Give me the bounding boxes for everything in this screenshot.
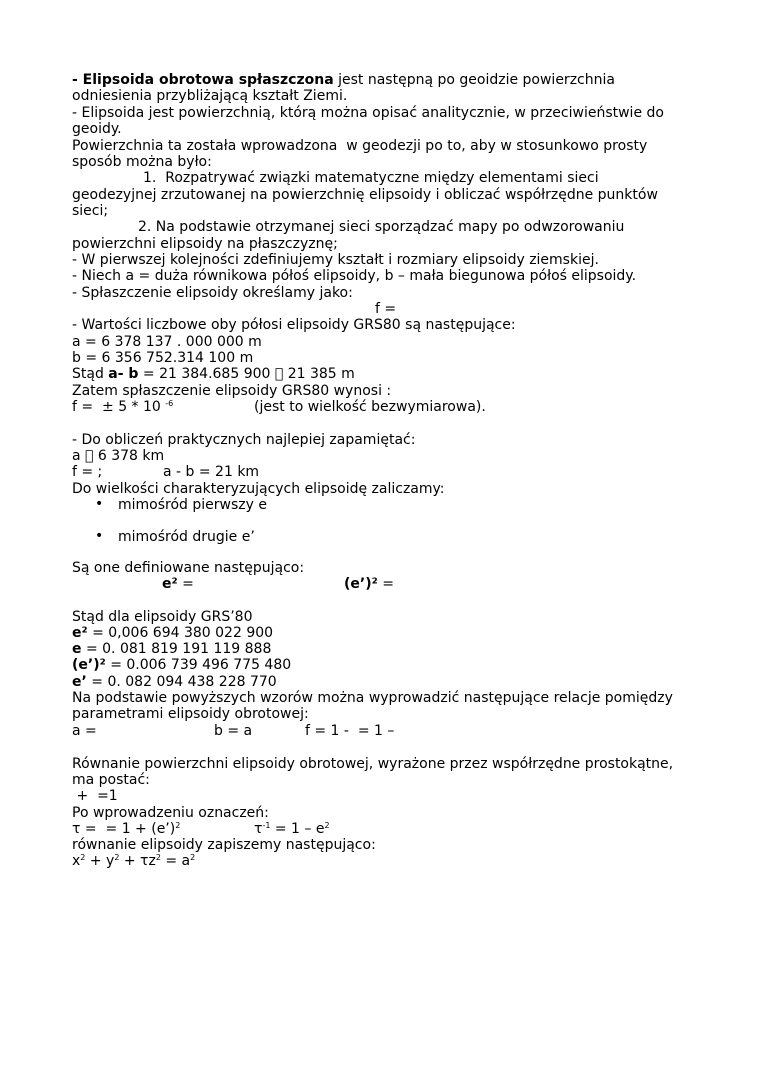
tau-inverse: $\tau^{-1} = 1 - e^2$: [254, 821, 330, 837]
p1-line2: odniesienia przybliżającą kształt Ziemi.: [72, 88, 348, 104]
a-approx: a 6 378 km: [72, 448, 161, 464]
f-note: (jest to wielkość bezwymiarowa).: [254, 399, 486, 415]
bullet-item-2: mimośród drugie e’: [118, 529, 255, 545]
p6: - Spłaszczenie elipsoidy określamy jako:: [72, 285, 353, 301]
list-item-2: 2. Na podstawie otrzymanej sieci sporządzać mapy po odwzorowaniu: [138, 219, 625, 235]
b-value: b = 6 356 752.314 100 m: [72, 350, 254, 366]
ep2-definition: (e’)² =: [344, 576, 394, 592]
zatem-line: Zatem spłaszczenie elipsoidy GRS80 wynosi :: [72, 383, 392, 399]
p3-line2: sposób można było:: [72, 154, 212, 170]
value-ep: e’ = 0. 082 094 438 228 770: [72, 674, 277, 690]
bullet-dot-icon: •: [95, 496, 104, 512]
list-item-1-line2: geodezyjnej zrzutowanej na powierzchnię elipsoidy i obliczać współrzędne punktów: [72, 187, 658, 203]
p5: - Niech a = duża równikowa półoś elipsoidy, b – mała biegunowa półoś elipsoidy.: [72, 268, 637, 284]
stad-line: Stąd a- b = 21 384.685 900 21 385 m: [72, 366, 351, 382]
a-value: a = 6 378 137 . 000 000 m: [72, 334, 262, 350]
a-minus-b: a - b = 21 km: [163, 464, 260, 480]
p9: Do wielkości charakteryzujących elipsoidę zaliczamy:: [72, 481, 445, 497]
p11-line1: Na podstawie powyższych wzorów można wyprowadzić następujące relacje pomiędzy: [72, 690, 673, 706]
e2-definition: e² =: [162, 576, 194, 592]
value-e2: e² = 0,006 694 380 022 900: [72, 625, 274, 641]
p2-line2: geoidy.: [72, 121, 122, 137]
relation-f: f = 1 - = 1 –: [305, 723, 395, 739]
ellipsoid-equation: + =1: [72, 788, 118, 804]
f-semi: f = ;: [72, 464, 103, 480]
tau-definition: τ = = 1 + (e’)$^2$: [72, 821, 181, 837]
p3-line1: Powierzchnia ta została wprowadzona w geodezji po to, aby w stosunkowo prosty: [72, 138, 648, 154]
value-e: e = 0. 081 819 191 119 888: [72, 641, 272, 657]
relation-a: a =: [72, 723, 97, 739]
p11-line2: parametrami elipsoidy obrotowej:: [72, 706, 309, 722]
p12-line2: ma postać:: [72, 772, 150, 788]
p4: - W pierwszej kolejności zdefiniujemy kształt i rozmiary elipsoidy ziemskiej.: [72, 252, 599, 268]
f-equation: f =: [375, 301, 397, 317]
value-ep2: (e’)² = 0.006 739 496 775 480: [72, 657, 292, 673]
list-item-2-line2: powierzchni elipsoidy na płaszczyznę;: [72, 236, 338, 252]
p14: równanie elipsoidy zapiszemy następująco:: [72, 837, 376, 853]
p12-line1: Równanie powierzchni elipsoidy obrotowej, wyrażone przez współrzędne prostokątne,: [72, 756, 674, 772]
p1-line1: - Elipsoida obrotowa spłaszczona jest następną po geoidzie powierzchnia: [72, 72, 615, 88]
p10: Są one definiowane następująco:: [72, 560, 305, 576]
list-item-1: 1. Rozpatrywać związki matematyczne między elementami sieci: [143, 170, 599, 186]
final-equation: $x^2 + y^2 + \tau z^2 = a^2$: [72, 853, 196, 869]
p13: Po wprowadzeniu oznaczeń:: [72, 805, 269, 821]
f-value: f = ± 5 * 10 $^{-6}$: [72, 399, 174, 415]
bullet-item-1: mimośród pierwszy e: [118, 497, 267, 513]
stad2: Stąd dla elipsoidy GRS’80: [72, 609, 253, 625]
p2-line1: - Elipsoida jest powierzchnią, którą można opisać analitycznie, w przeciwieństwie do: [72, 105, 664, 121]
bullet-dot-icon: •: [95, 528, 104, 544]
p8: - Do obliczeń praktycznych najlepiej zapamiętać:: [72, 432, 416, 448]
p7: - Wartości liczbowe oby półosi elipsoidy GRS80 są następujące:: [72, 317, 516, 333]
relation-b: b = a: [214, 723, 253, 739]
list-item-1-line3: sieci;: [72, 203, 109, 219]
